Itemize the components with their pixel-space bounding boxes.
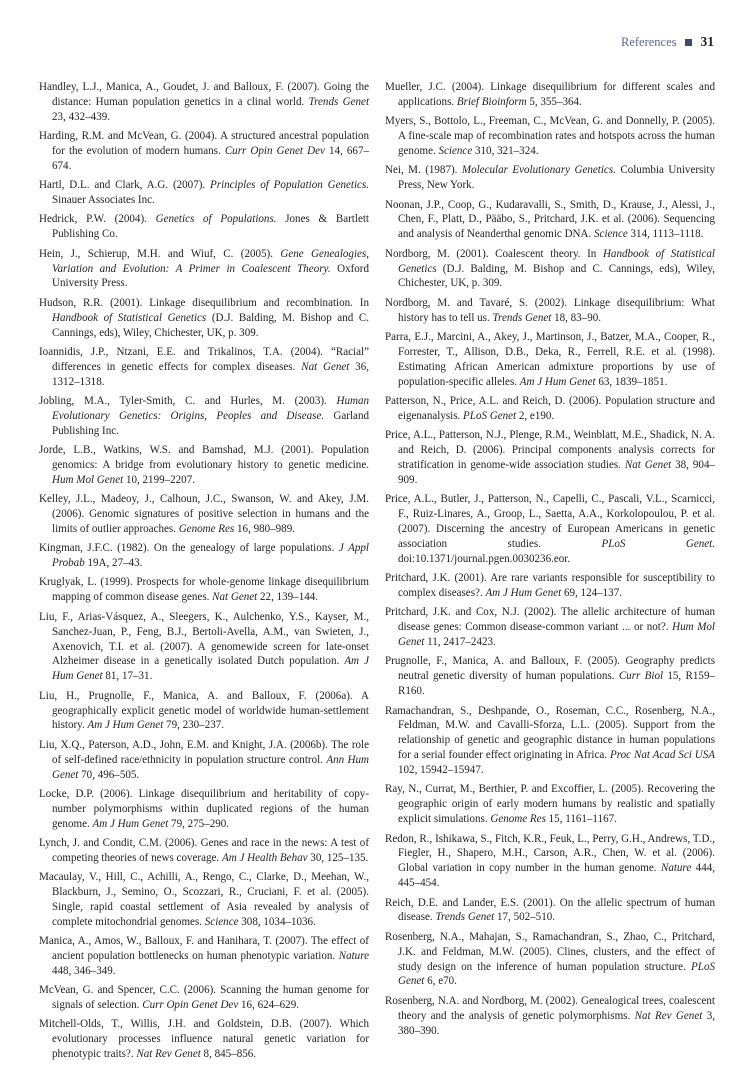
reference-text: Jones & Bartlett Publishing Co. bbox=[52, 213, 369, 241]
reference-text: Hedrick, P.W. (2004). bbox=[39, 213, 156, 226]
reference-text: Ramachandran, S., Deshpande, O., Roseman, C.C., Rosenberg, N.A., Feldman, M.W. and Cavalli-Sforza, L.L. (2005). Support from the relationship of genetic and geographic distance in human populations for a serial founder effect originating in Africa. bbox=[385, 704, 715, 762]
reference-text: Kingman, J.F.C. (1982). On the genealogy of large populations. bbox=[39, 542, 339, 555]
reference-entry bbox=[385, 896, 715, 926]
reference-text: 63, 1839–1851. bbox=[595, 375, 668, 388]
reference-text: Hudson, R.R. (2001). Linkage disequilibrium and recombination. In bbox=[39, 296, 369, 309]
reference-text: Garland Publishing Inc. bbox=[52, 409, 369, 437]
reference-entry bbox=[39, 689, 369, 734]
reference-text: 5, 355–364. bbox=[526, 95, 582, 108]
reference-entry bbox=[385, 654, 715, 699]
reference-text: Liu, X.Q., Paterson, A.D., John, E.M. and Knight, J.A. (2006b). The role of self-defined race/ethnicity in population structure control. bbox=[39, 738, 369, 766]
reference-entry bbox=[39, 178, 369, 208]
reference-text: Handley, L.J., Manica, A., Goudet, J. and Balloux, F. (2007). Going the distance: Human population genetics in a clinal world. bbox=[39, 81, 369, 108]
reference-entry bbox=[385, 492, 715, 567]
reference-text: Pritchard, J.K. and Cox, N.J. (2002). The allelic architecture of human disease genes: Common disease-common variant ... or not?. bbox=[385, 606, 715, 634]
reference-text: Nordborg, M. (2001). Coalescent theory. In bbox=[385, 247, 603, 260]
reference-text: Jorde, L.B., Watkins, W.S. and Bamshad, M.J. (2001). Population genomics: A bridge from evolutionary history to genetic medicine. bbox=[39, 444, 369, 471]
reference-text: Hartl, D.L. and Clark, A.G. (2007). bbox=[39, 179, 211, 192]
reference-source: Nature bbox=[338, 950, 369, 963]
reference-text: Price, A.L., Patterson, N.J., Plenge, R.M., Weinblatt, M.E., Shadick, N. A. and Reich, D. (2006). Principal components analysis corrects for stratification in genome-wide association studies. bbox=[385, 429, 715, 471]
reference-text: Oxford University Press. bbox=[52, 262, 369, 290]
reference-text: Liu, F., Arias-Vásquez, A., Sleegers, K., Aulchenko, Y.S., Kayser, M., Sanchez-Juan, P., Feng, B.J., Bertoli-Avella, A.M., van Swieten, J., Axenovich, T.I. et al. (2007). A genomewide screen for late-onset Alzheimer disease in a genetically isolated Dutch population. bbox=[39, 610, 369, 668]
reference-text: Nei, M. (1987). bbox=[385, 164, 462, 177]
reference-text: Ray, N., Currat, M., Berthier, P. and Excoffier, L. (2005). Recovering the geographic origin of early modern humans by realistic and spatially explicit simulations. bbox=[385, 783, 715, 826]
reference-text: 11, 2417–2423. bbox=[424, 636, 496, 649]
reference-source: Am J Hum Genet bbox=[519, 375, 596, 388]
reference-text: (D.J. Balding, M. Bishop and C. Cannings, eds), Wiley, Chichester, UK, p. 309. bbox=[398, 262, 715, 290]
reference-source: Nat Genet bbox=[624, 458, 672, 471]
running-head-section: References bbox=[620, 34, 677, 49]
reference-entry bbox=[385, 330, 715, 390]
reference-entry bbox=[385, 994, 715, 1039]
reference-text: 102, 15942–15947. bbox=[398, 764, 484, 777]
reference-source: Handbook of Statistical Genetics bbox=[398, 247, 715, 275]
reference-text: Columbia University Press, New York. bbox=[398, 164, 716, 192]
reference-text: McVean, G. and Spencer, C.C. (2006). Scanning the human genome for signals of selection. bbox=[39, 984, 369, 1012]
reference-text: 79, 230–237. bbox=[163, 719, 225, 732]
reference-text: 22, 139–144. bbox=[257, 591, 319, 604]
reference-entry bbox=[39, 345, 369, 390]
reference-text: Patterson, N., Price, A.L. and Reich, D. (2006). Population structure and eigenanalysis. bbox=[385, 394, 715, 422]
reference-text: 15, R159–R160. bbox=[398, 670, 715, 698]
reference-text: Rosenberg, N.A., Mahajan, S., Ramachandran, S., Zhao, C., Pritchard, J.K. and Feldman, M.W. (2005). Clines, clusters, and the effect of study design on the inference of human population structure. bbox=[385, 930, 715, 973]
reference-text: 3, 380–390. bbox=[398, 1009, 715, 1037]
reference-text: 70, 496–505. bbox=[78, 768, 140, 781]
reference-text: Locke, D.P. (2006). Linkage disequilibrium and heritability of copy-number polymorphisms within duplicated regions of the human genome. bbox=[39, 787, 369, 830]
reference-source: Trends Genet bbox=[492, 311, 552, 324]
reference-entry bbox=[39, 394, 369, 439]
reference-text: (D.J. Balding, M. Bishop and C. Cannings, eds), Wiley, Chichester, UK, p. 309. bbox=[52, 311, 369, 339]
reference-source: Genetics of Populations. bbox=[155, 213, 277, 226]
reference-text: 314, 1113–1118. bbox=[627, 228, 704, 241]
reference-source: Am J Hum Genet bbox=[87, 719, 164, 732]
reference-text: 16, 624–629. bbox=[238, 999, 299, 1012]
reference-entry bbox=[39, 492, 369, 537]
reference-source: J Appl Probab bbox=[52, 542, 369, 570]
reference-text: Reich, D.E. and Lander, E.S. (2001). On the allelic spectrum of human disease. bbox=[385, 896, 715, 924]
reference-text: Liu, H., Prugnolle, F., Manica, A. and Balloux, F. (2006a). A geographically explicit genetic model of worldwide human-settlement history. bbox=[39, 689, 369, 732]
reference-source: Science bbox=[438, 145, 473, 158]
reference-text: Mitchell-Olds, T., Willis, J.H. and Goldstein, D.B. (2007). Which evolutionary processes influence natural genetic variation for phenotypic traits?. bbox=[39, 1018, 369, 1061]
reference-text: 69, 124–137. bbox=[561, 587, 622, 599]
reference-source: Trends Genet bbox=[308, 95, 370, 108]
reference-source: Nat Rev Genet bbox=[634, 1009, 703, 1022]
reference-source: Curr Opin Genet Dev bbox=[142, 999, 239, 1012]
reference-source: Gene Genealogies, Variation and Evolution: A Primer in Coalescent Theory. bbox=[52, 247, 369, 275]
reference-entry bbox=[385, 247, 715, 292]
reference-text: Harding, R.M. and McVean, G. (2004). A structured ancestral population for the evolution of modern humans. bbox=[39, 130, 369, 158]
reference-source: Am J Hum Genet bbox=[485, 587, 562, 599]
reference-text: 8, 845–856. bbox=[200, 1048, 257, 1061]
running-head bbox=[621, 34, 714, 50]
reference-source: PLoS Genet. bbox=[601, 537, 715, 550]
square-marker-icon bbox=[685, 39, 692, 46]
reference-source: Nat Genet bbox=[301, 360, 350, 373]
reference-text: 310, 321–324. bbox=[472, 145, 539, 158]
reference-entry bbox=[385, 198, 715, 243]
reference-source: PLoS Genet bbox=[463, 409, 517, 422]
reference-text: 2, e190. bbox=[516, 409, 555, 422]
reference-source: Handbook of Statistical Genetics bbox=[52, 311, 207, 324]
reference-text: Pritchard, J.K. (2001). Are rare variants responsible for susceptibility to complex diseases?. bbox=[385, 572, 715, 599]
reference-text: 444, 445–454. bbox=[398, 862, 716, 890]
reference-entry bbox=[39, 1017, 369, 1062]
reference-source: Molecular Evolutionary Genetics. bbox=[461, 164, 616, 177]
reference-text: Kruglyak, L. (1999). Prospects for whole-genome linkage disequilibrium mapping of common disease genes. bbox=[39, 576, 369, 604]
reference-source: Proc Nat Acad Sci USA bbox=[609, 749, 715, 762]
reference-entry bbox=[39, 80, 369, 125]
reference-entry bbox=[39, 575, 369, 605]
reference-text: 38, 904–909. bbox=[398, 458, 715, 486]
reference-entry bbox=[385, 605, 715, 650]
reference-source: Am J Hum Genet bbox=[52, 655, 369, 683]
reference-text: 448, 346–349. bbox=[52, 964, 116, 977]
reference-source: Hum Mol Genet bbox=[52, 473, 124, 486]
reference-entry bbox=[385, 80, 715, 110]
reference-source: Brief Bioinform bbox=[456, 95, 527, 108]
reference-column-right bbox=[385, 80, 715, 1067]
reference-entry bbox=[39, 738, 369, 783]
reference-columns bbox=[39, 80, 715, 1067]
reference-source: Ann Hum Genet bbox=[52, 753, 369, 781]
reference-source: Human Evolutionary Genetics: Origins, Peoples and Disease. bbox=[52, 394, 369, 422]
reference-column-left bbox=[39, 80, 369, 1067]
reference-text: 6, e70. bbox=[424, 975, 457, 988]
reference-entry bbox=[39, 870, 369, 930]
reference-text: 18, 83–90. bbox=[551, 311, 602, 324]
reference-text: 15, 1161–1167. bbox=[545, 813, 617, 826]
reference-source: Nat Genet bbox=[212, 591, 258, 604]
reference-text: 16, 980–989. bbox=[234, 522, 295, 535]
reference-source: Curr Opin Genet Dev bbox=[224, 145, 325, 158]
reference-entry bbox=[39, 983, 369, 1013]
reference-source: Science bbox=[594, 228, 628, 241]
reference-source: Genome Res bbox=[490, 813, 546, 826]
reference-entry bbox=[39, 247, 369, 292]
reference-source: PLoS Genet bbox=[398, 960, 715, 988]
reference-text: 23, 432–439. bbox=[52, 110, 110, 123]
reference-entry bbox=[385, 930, 715, 990]
reference-source: Genome Res bbox=[178, 522, 235, 535]
reference-entry bbox=[385, 394, 715, 424]
reference-text: Prugnolle, F., Manica, A. and Balloux, F. (2005). Geography predicts neutral genetic diversity of human populations. bbox=[385, 655, 715, 683]
reference-source: Science bbox=[204, 915, 239, 928]
reference-entry bbox=[39, 610, 369, 685]
reference-entry bbox=[385, 704, 715, 779]
reference-text: Noonan, J.P., Coop, G., Kudaravalli, S., Smith, D., Krause, J., Alessi, J., Chen, F., Platt, D., Pääbo, S., Pritchard, J.K. et al. (2006). Sequencing and analysis of Neanderthal genomic DNA. bbox=[385, 198, 715, 241]
reference-text: Lynch, J. and Condit, C.M. (2006). Genes and race in the news: A test of competing theories of news coverage. bbox=[39, 836, 369, 864]
reference-text: 81, 17–31. bbox=[102, 670, 153, 683]
reference-text: Kelley, J.L., Madeoy, J., Calhoun, J.C., Swanson, W. and Akey, J.M. (2006). Genomic signatures of positive selection in humans and the limits of outlier approaches. bbox=[39, 493, 369, 535]
reference-text: 308, 1034–1036. bbox=[238, 915, 316, 928]
reference-text: Redon, R., Ishikawa, S., Fitch, K.R., Feuk, L., Perry, G.H., Andrews, T.D., Fiegler, H., Shapero, M.H., Carson, A.R., Chen, W. et al. (2006). Global variation in copy number in the human genome. bbox=[385, 832, 715, 875]
reference-text: Rosenberg, N.A. and Nordborg, M. (2002). Genealogical trees, coalescent theory and the analysis of genetic polymorphisms. bbox=[385, 994, 715, 1022]
reference-source: Am J Health Behav bbox=[221, 851, 308, 864]
reference-source: Am J Hum Genet bbox=[92, 817, 169, 830]
reference-source: Nature bbox=[660, 862, 692, 875]
reference-text: Ioannidis, J.P., Ntzani, E.E. and Trikalinos, T.A. (2004). “Racial” differences in genetic effects for complex diseases. bbox=[39, 345, 369, 373]
page-number: 31 bbox=[700, 34, 714, 49]
reference-text: Mueller, J.C. (2004). Linkage disequilibrium for different scales and applications. bbox=[385, 81, 715, 108]
reference-text: 10, 2199–2207. bbox=[123, 473, 195, 486]
reference-entry bbox=[385, 782, 715, 827]
reference-entry bbox=[385, 571, 715, 601]
reference-text: Hein, J., Schierup, M.H. and Wiuf, C. (2005). bbox=[39, 247, 281, 260]
reference-text: 14, 667–674. bbox=[52, 145, 369, 172]
reference-entry bbox=[385, 428, 715, 488]
reference-text: 79, 275–290. bbox=[168, 817, 230, 830]
reference-entry bbox=[385, 114, 715, 159]
reference-source: Principles of Population Genetics. bbox=[210, 179, 369, 192]
reference-entry bbox=[385, 163, 715, 193]
reference-entry bbox=[39, 129, 369, 174]
reference-source: Hum Mol Genet bbox=[398, 621, 716, 649]
reference-text: Nordborg, M. and Tavaré, S. (2002). Linkage disequilibrium: What history has to tell us. bbox=[385, 296, 715, 324]
reference-text: 19A, 27–43. bbox=[84, 557, 143, 570]
reference-text: Macaulay, V., Hill, C., Achilli, A., Rengo, C., Clarke, D., Meehan, W., Blackburn, J., Semino, O., Scozzari, R., Cruciani, F. et al. (2005). Single, rapid coastal settlement of Asia revealed by analysis of complete mitochondrial genomes. bbox=[39, 871, 369, 928]
reference-text: Myers, S., Bottolo, L., Freeman, C., McVean, G. and Donnelly, P. (2005). A fine-scale map of recombination rates and hotspots across the human genome. bbox=[385, 115, 715, 158]
reference-text: Sinauer Associates Inc. bbox=[52, 194, 155, 207]
reference-text: 17, 502–510. bbox=[494, 911, 556, 924]
reference-entry bbox=[39, 541, 369, 571]
reference-source: Nat Rev Genet bbox=[136, 1048, 201, 1061]
reference-entry bbox=[385, 296, 715, 326]
reference-text: 30, 125–135. bbox=[307, 851, 369, 864]
reference-entry bbox=[39, 212, 369, 242]
reference-text: 36, 1312–1318. bbox=[52, 360, 369, 388]
reference-entry bbox=[39, 836, 369, 866]
reference-text: Manica, A., Amos, W., Balloux, F. and Hanihara, T. (2007). The effect of ancient population bottlenecks on human phenotypic variation. bbox=[39, 935, 369, 963]
reference-source: Curr Biol bbox=[618, 670, 664, 683]
reference-text: doi:10.1371/journal.pgen.0030236.eor. bbox=[398, 552, 571, 565]
reference-text: Price, A.L., Butler, J., Patterson, N., Capelli, C., Pascali, V.L., Scarnicci, F., Ruiz-Linares, A., Groop, L., Saetta, A.A., Korkolopoulou, P. et al. (2007). Discerning the ancestry of European Americans in genetic association studies. bbox=[385, 493, 715, 550]
reference-entry bbox=[39, 934, 369, 979]
reference-entry bbox=[39, 443, 369, 488]
reference-entry bbox=[39, 787, 369, 832]
reference-entry bbox=[385, 832, 715, 892]
reference-entry bbox=[39, 296, 369, 341]
reference-text: Jobling, M.A., Tyler-Smith, C. and Hurles, M. (2003). bbox=[39, 394, 337, 407]
reference-source: Trends Genet bbox=[435, 911, 495, 924]
reference-text: Parra, E.J., Marcini, A., Akey, J., Martinson, J., Batzer, M.A., Cooper, R., Forrester, T., Allison, D.B., Deka, R., Ferrell, R.E. et al. (1998). Estimating African American admixture proportions by use of population-specific alleles. bbox=[385, 330, 715, 388]
